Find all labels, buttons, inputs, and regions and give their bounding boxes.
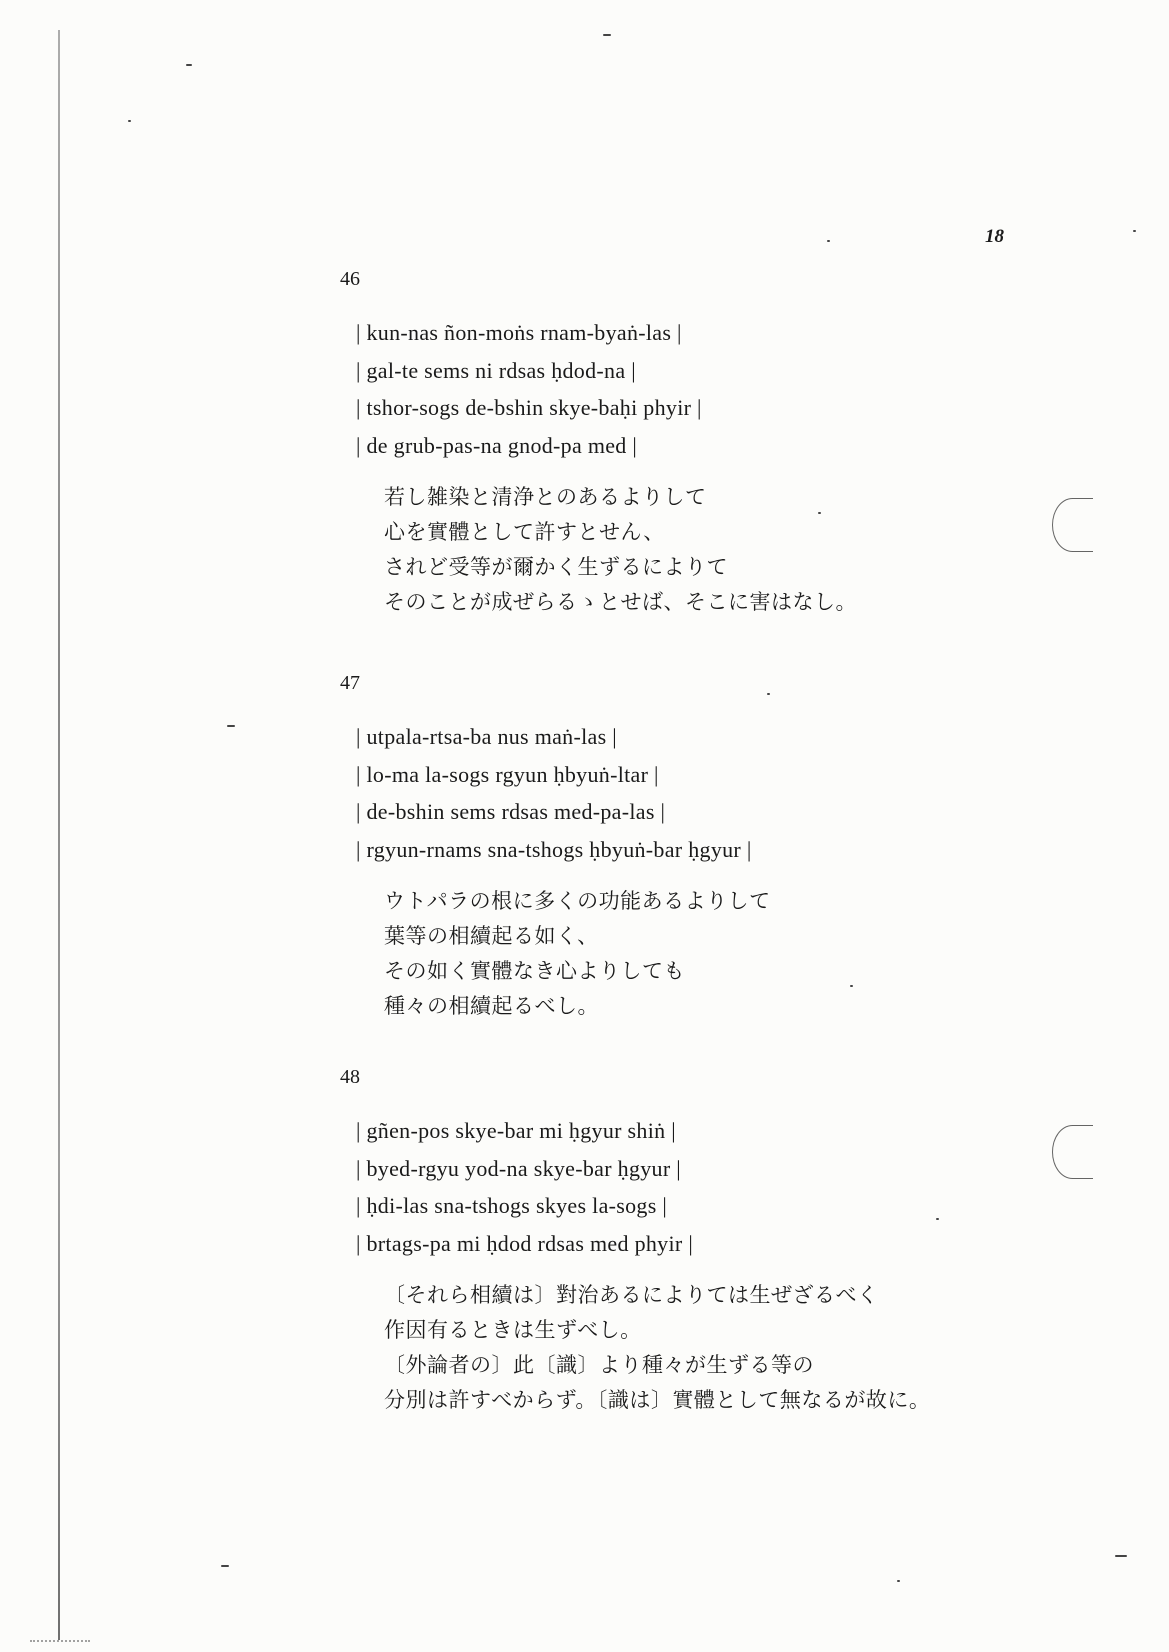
- scan-speck: [1133, 230, 1136, 232]
- verse-46: [356, 314, 1056, 620]
- verse-number-48: 48: [340, 1066, 360, 1088]
- binding-edge-foot: [30, 1628, 90, 1642]
- scan-speck: [221, 1565, 229, 1567]
- verse-number-47: 47: [340, 672, 360, 694]
- japanese-line: 分別は許すべからず。〔識は〕實體として無なるが故に。: [384, 1388, 931, 1412]
- japanese-line: その如く實體なき心よりしても: [384, 959, 685, 983]
- scan-speck: [818, 512, 821, 514]
- tibetan-line: | gal-te sems ni rdsas ḥdod-na |: [356, 357, 636, 383]
- tibetan-line: | tshor-sogs de-bshin skye-baḥi phyir |: [356, 395, 702, 420]
- tibetan-line: | de grub-pas-na gnod-pa med |: [356, 432, 638, 458]
- japanese-line: 〔それら相續は〕對治あるによりては生ぜざるべく: [384, 1283, 879, 1307]
- tibetan-line: | rgyun-rnams sna-tshogs ḥbyuṅ-bar ḥgyur |: [356, 836, 752, 862]
- tibetan-line: | byed-rgyu yod-na skye-bar ḥgyur |: [356, 1155, 681, 1181]
- japanese-line: 若し雑染と清浄とのあるよりして: [384, 485, 707, 509]
- scan-bracket-mark: [1052, 1125, 1093, 1179]
- japanese-line: そのことが成ぜらるゝとせば、そこに害はなし。: [384, 590, 857, 614]
- scan-speck: [128, 120, 131, 122]
- japanese-line: 心を實體として許すとせん、: [384, 520, 665, 544]
- scan-bracket-mark: [1052, 498, 1093, 552]
- japanese-line: 作因有るときは生ずべし。: [384, 1318, 642, 1342]
- scan-speck: [186, 64, 192, 66]
- japanese-line: ウトパラの根に多くの功能あるよりして: [384, 889, 771, 913]
- verse-47: [356, 718, 1056, 1024]
- page-number: 18: [985, 226, 1004, 247]
- tibetan-line: | utpala-rtsa-ba nus maṅ-las |: [356, 724, 617, 749]
- japanese-translation: [356, 480, 1056, 620]
- tibetan-line: | kun-nas ñon-moṅs rnam-byaṅ-las |: [356, 320, 682, 345]
- japanese-line: 種々の相續起るべし。: [384, 994, 599, 1018]
- binding-edge: [58, 30, 60, 1640]
- tibetan-line: | de-bshin sems rdsas med-pa-las |: [356, 799, 666, 824]
- verse-48: [356, 1112, 1056, 1418]
- scan-speck: [227, 725, 235, 727]
- tibetan-line: | ḥdi-las sna-tshogs skyes la-sogs |: [356, 1193, 668, 1218]
- japanese-line: されど受等が爾かく生ずるによりて: [384, 555, 728, 579]
- scan-speck: [603, 34, 611, 36]
- scan-speck: [850, 985, 853, 987]
- verse-number-46: 46: [340, 268, 360, 290]
- scan-speck: [767, 693, 770, 695]
- japanese-translation: [356, 1278, 1056, 1418]
- japanese-translation: [356, 884, 1056, 1024]
- tibetan-line: | gñen-pos skye-bar mi ḥgyur shiṅ |: [356, 1118, 676, 1143]
- scan-speck: [827, 240, 830, 242]
- japanese-line: 〔外論者の〕此〔識〕より種々が生ずる等の: [384, 1353, 814, 1377]
- japanese-line: 葉等の相續起る如く、: [384, 924, 599, 948]
- tibetan-line: | brtags-pa mi ḥdod rdsas med phyir |: [356, 1230, 694, 1256]
- scan-speck: [1115, 1555, 1127, 1557]
- tibetan-line: | lo-ma la-sogs rgyun ḥbyuṅ-ltar |: [356, 761, 659, 787]
- scan-speck: [897, 1580, 900, 1582]
- scan-speck: [936, 1218, 939, 1220]
